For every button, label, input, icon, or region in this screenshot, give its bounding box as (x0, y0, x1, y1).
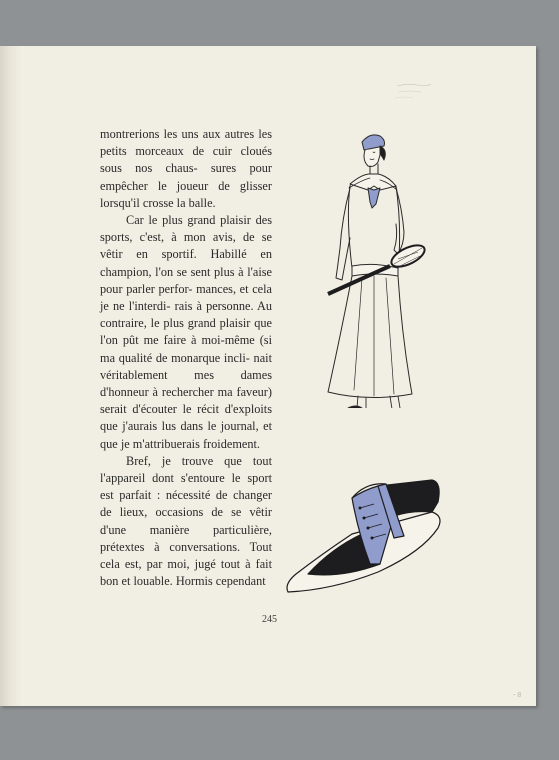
text-line: rais à personne. Au contraire, (100, 299, 272, 331)
page-number: 245 (262, 614, 277, 625)
text-line: de glisser lorsqu'il crosse la (100, 178, 272, 210)
text-line: de changer de lieux, occasions (100, 488, 272, 520)
text-line: des sports, c'est, à mon avis, (100, 213, 272, 245)
body-text (100, 126, 272, 590)
text-line: faveur) serait d'écouter le (100, 385, 272, 417)
paragraph (100, 126, 272, 212)
text-line: d'honneur à rechercher ma (100, 385, 233, 400)
text-line: à l'aise pour parler perfor- (100, 264, 272, 296)
text-line: l'appareil dont s'entoure le (100, 471, 241, 486)
faint-pencil-marks (395, 80, 433, 102)
text-line: de se vêtir en sportif. Habillé (100, 230, 272, 262)
paragraph (100, 453, 272, 591)
paragraph (100, 212, 272, 453)
text-line: balle. (188, 195, 216, 210)
text-line: et louable. Hormis cependant (121, 574, 266, 589)
text-line: en champion, l'on se sent plus (100, 247, 272, 279)
text-line: le plus grand plaisir que l'on (100, 316, 272, 348)
text-line: sport est parfait : nécessité (100, 471, 272, 503)
page-gutter (0, 46, 22, 706)
text-line: ma qualité de monarque incli- (100, 350, 250, 365)
text-line: de cuir cloués sous nos chaus- (100, 144, 272, 176)
text-line: sures pour empêcher le joueur (100, 161, 272, 193)
text-line: Bref, je trouve que tout (126, 453, 272, 468)
text-line: de se vêtir d'une manière (100, 505, 272, 537)
book-page (0, 46, 536, 706)
text-line: particulière, prétextes à (100, 522, 272, 554)
text-line: par moi, jugé tout à fait bon (100, 557, 272, 589)
sport-shoe-illustration (282, 476, 444, 596)
text-line: Car le plus grand plaisir (126, 213, 251, 228)
text-line: autres les petits morceaux (100, 127, 272, 159)
corner-pencil-note: - 8 (513, 692, 522, 699)
text-line: m'attribuerais froidement. (132, 436, 260, 451)
text-line: lus dans le journal, et que je (100, 419, 272, 451)
woman-tennis-player-illustration (318, 128, 428, 408)
text-line: conversations. Tout cela est, (100, 539, 272, 572)
text-line: mances, et cela je ne l'interdi- (100, 281, 273, 314)
text-line: pût me faire à moi-même (si (122, 333, 273, 348)
text-line: montrerions les uns aux (100, 127, 221, 141)
text-line: nait véritablement mes dames (100, 350, 272, 382)
text-line: récit d'exploits que j'aurais (100, 402, 272, 434)
